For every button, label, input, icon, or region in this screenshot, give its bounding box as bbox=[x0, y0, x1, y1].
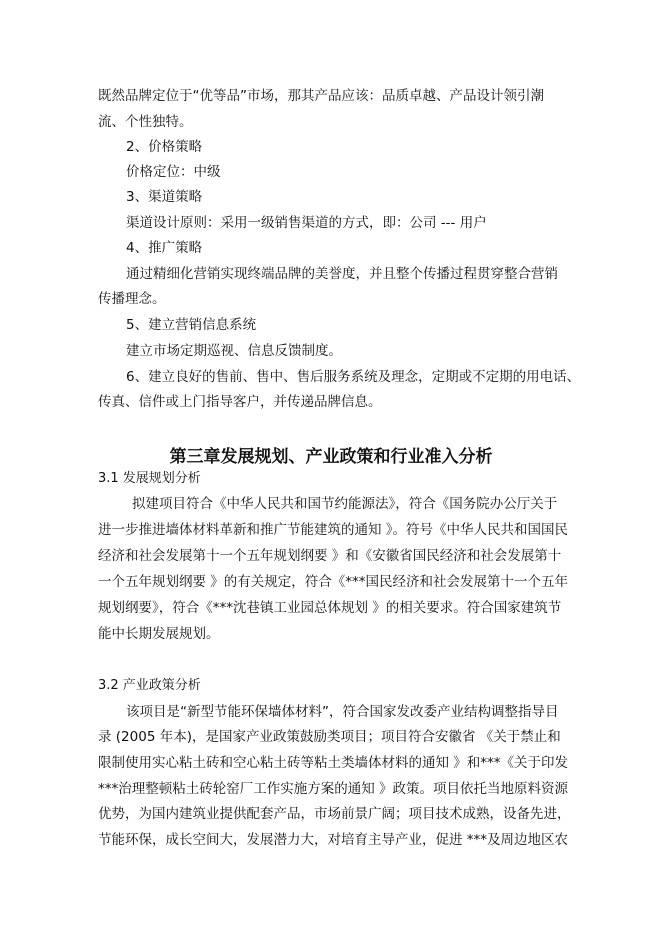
strategy-text-price: 价格定位：中级 bbox=[126, 164, 221, 180]
strategy-text-service: 传真、信件或上门指导客户，并传递品牌信息。 bbox=[98, 394, 382, 410]
strategy-text-channel: 渠道设计原则：采用一级销售渠道的方式，即：公司 --- 用户 bbox=[126, 215, 487, 231]
section-3-2-line: 限制使用实心粘土砖和空心粘土砖等粘土类墙体材料的通知 》和***《关于印发 bbox=[98, 755, 569, 771]
strategy-heading-promotion: 4、推广策略 bbox=[126, 240, 203, 256]
section-3-2-line: 优势，为国内建筑业提供配套产品，市场前景广阔；项目技术成熟，设备先进， bbox=[98, 806, 571, 822]
section-3-1-title: 3.1 发展规划分析 bbox=[98, 471, 201, 486]
section-3-1-line: 规划纲要》，符合《***沈巷镇工业园总体规划 》的相关要求。符合国家建筑节 bbox=[98, 600, 562, 616]
section-3-2-line: 该项目是“新型节能环保墙体材料”，符合国家发改委产业结构调整指导目 bbox=[126, 704, 559, 720]
strategy-text-promotion-cont: 传播理念。 bbox=[98, 291, 166, 307]
section-3-2-line: ***治理整顿粘土砖轮窑厂工作实施方案的通知 》政策。项目依托当地原料资源 bbox=[98, 781, 569, 797]
intro-line-1: 既然品牌定位于“优等品”市场，那其产品应该：品质卓越、产品设计领引潮 bbox=[98, 88, 544, 104]
strategy-heading-service: 6、建立良好的售前、售中、售后服务系统及理念，定期或不定期的用电话、 bbox=[126, 369, 581, 385]
section-3-1-line: 拟建项目符合《中华人民共和国节约能源法》，符合《国务院办公厅关于 bbox=[132, 496, 558, 512]
section-3-1-line: 经济和社会发展第十一个五年规划纲要 》和《安徽省国民经济和社会发展第十 bbox=[98, 548, 562, 564]
strategy-text-promotion: 通过精细化营销实现终端品牌的美誉度，并且整个传播过程贯穿整合营销 bbox=[126, 266, 558, 282]
section-3-2-title: 3.2 产业政策分析 bbox=[98, 678, 201, 693]
chapter-title: 第三章发展规划、产业政策和行业准入分析 bbox=[169, 447, 493, 467]
intro-line-2: 流、个性独特。 bbox=[98, 114, 193, 130]
section-3-2-line: 节能环保，成长空间大，发展潜力大，对培育主导产业，促进 ***及周边地区农 bbox=[98, 832, 569, 848]
section-3-2-line: 录 (2005 年本)，是国家产业政策鼓励类项目；项目符合安徽省 《关于禁止和 bbox=[98, 729, 561, 745]
section-3-1-line: 进一步推进墙体材料革新和推广节能建筑的通知 》。符号《中华人民共和国国民 bbox=[98, 522, 569, 538]
strategy-heading-price: 2、价格策略 bbox=[126, 139, 203, 155]
section-3-1-line: 一个五年规划纲要 》的有关规定，符合《***国民经济和社会发展第十一个五年 bbox=[98, 574, 569, 590]
strategy-text-info-system: 建立市场定期巡视、信息反馈制度。 bbox=[126, 343, 342, 359]
strategy-heading-channel: 3、渠道策略 bbox=[126, 189, 203, 205]
section-3-1-line: 能中长期发展规划。 bbox=[98, 626, 220, 642]
strategy-heading-info-system: 5、建立营销信息系统 bbox=[126, 317, 257, 333]
